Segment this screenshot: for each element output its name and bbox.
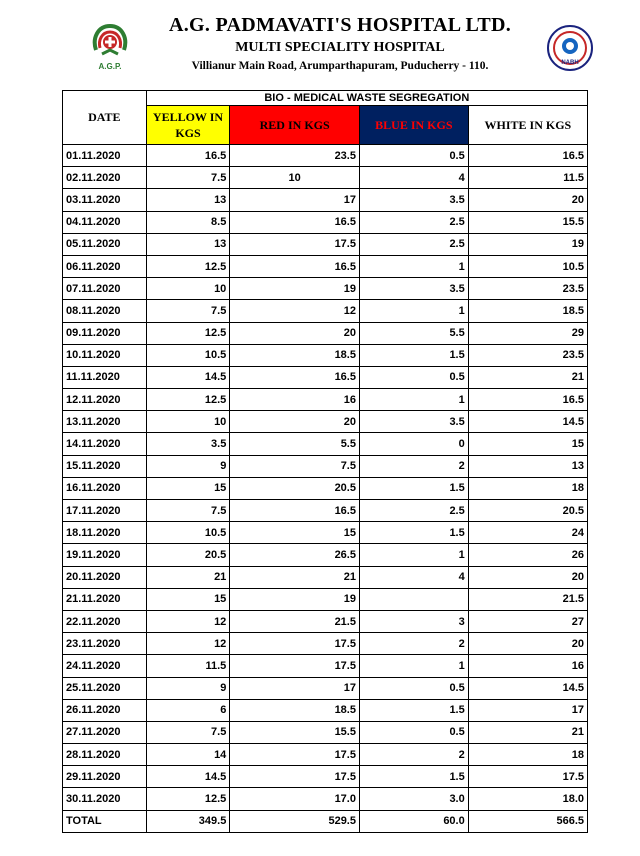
white-cell: 20.5 xyxy=(468,500,587,522)
blue-cell: 3 xyxy=(359,610,468,632)
yellow-cell: 10 xyxy=(146,278,230,300)
red-cell: 12 xyxy=(230,300,360,322)
table-row xyxy=(63,300,588,322)
white-cell: 14.5 xyxy=(468,411,587,433)
yellow-cell: 12.5 xyxy=(146,255,230,277)
table-row xyxy=(63,322,588,344)
date-cell: 29.11.2020 xyxy=(63,766,147,788)
table-body xyxy=(63,145,588,811)
red-cell: 16.5 xyxy=(230,255,360,277)
logo-text: A.G.P. xyxy=(98,62,122,71)
yellow-cell: 6 xyxy=(146,699,230,721)
white-cell: 23.5 xyxy=(468,344,587,366)
table-row xyxy=(63,633,588,655)
blue-cell: 4 xyxy=(359,566,468,588)
table-row xyxy=(63,721,588,743)
yellow-cell: 15 xyxy=(146,588,230,610)
date-cell: 11.11.2020 xyxy=(63,366,147,388)
date-cell: 04.11.2020 xyxy=(63,211,147,233)
table-row xyxy=(63,677,588,699)
table-row xyxy=(63,411,588,433)
yellow-cell: 10.5 xyxy=(146,522,230,544)
blue-cell: 2 xyxy=(359,633,468,655)
white-cell: 10.5 xyxy=(468,255,587,277)
yellow-cell: 7.5 xyxy=(146,300,230,322)
blue-cell: 1 xyxy=(359,255,468,277)
white-cell: 18 xyxy=(468,744,587,766)
yellow-cell: 9 xyxy=(146,455,230,477)
blue-cell: 0.5 xyxy=(359,721,468,743)
yellow-cell: 15 xyxy=(146,477,230,499)
blue-cell: 1 xyxy=(359,300,468,322)
yellow-cell: 13 xyxy=(146,189,230,211)
blue-header: BLUE IN KGS xyxy=(359,106,468,145)
blue-cell: 1.5 xyxy=(359,344,468,366)
red-cell: 21 xyxy=(230,566,360,588)
table-row xyxy=(63,655,588,677)
blue-cell: 2 xyxy=(359,744,468,766)
blue-cell: 4 xyxy=(359,167,468,189)
blue-cell: 1.5 xyxy=(359,522,468,544)
date-cell: 20.11.2020 xyxy=(63,566,147,588)
white-cell: 18.0 xyxy=(468,788,587,810)
yellow-cell: 7.5 xyxy=(146,167,230,189)
table-row xyxy=(63,233,588,255)
table-row xyxy=(63,189,588,211)
yellow-cell: 14.5 xyxy=(146,366,230,388)
date-cell: 10.11.2020 xyxy=(63,344,147,366)
date-cell: 18.11.2020 xyxy=(63,522,147,544)
hospital-name: A.G. PADMAVATI'S HOSPITAL LTD. xyxy=(168,14,512,36)
white-cell: 20 xyxy=(468,633,587,655)
yellow-cell: 14.5 xyxy=(146,766,230,788)
hospital-logo-icon xyxy=(88,20,132,72)
table-row xyxy=(63,610,588,632)
date-cell: 08.11.2020 xyxy=(63,300,147,322)
blue-cell: 1.5 xyxy=(359,766,468,788)
yellow-header: YELLOW IN KGS xyxy=(146,106,230,145)
total-label: TOTAL xyxy=(63,810,147,832)
blue-cell: 5.5 xyxy=(359,322,468,344)
date-cell: 13.11.2020 xyxy=(63,411,147,433)
white-cell: 15.5 xyxy=(468,211,587,233)
white-cell: 21 xyxy=(468,366,587,388)
table-row xyxy=(63,699,588,721)
nabh-badge-icon xyxy=(546,24,594,72)
table-row xyxy=(63,744,588,766)
date-cell: 03.11.2020 xyxy=(63,189,147,211)
white-cell: 21.5 xyxy=(468,588,587,610)
hospital-address: Villianur Main Road, Arumparthapuram, Puducherry - 110. xyxy=(191,60,489,72)
white-cell: 11.5 xyxy=(468,167,587,189)
letterhead xyxy=(0,0,640,90)
white-header: WHITE IN KGS xyxy=(468,106,587,145)
red-cell: 16.5 xyxy=(230,211,360,233)
yellow-cell: 20.5 xyxy=(146,544,230,566)
waste-segregation-table xyxy=(62,90,588,833)
date-cell: 23.11.2020 xyxy=(63,633,147,655)
blue-cell: 3.5 xyxy=(359,278,468,300)
blue-cell: 3.5 xyxy=(359,189,468,211)
blue-cell: 2.5 xyxy=(359,500,468,522)
table-title: BIO - MEDICAL WASTE SEGREGATION xyxy=(146,91,587,106)
white-cell: 26 xyxy=(468,544,587,566)
red-cell: 5.5 xyxy=(230,433,360,455)
total-white: 566.5 xyxy=(468,810,587,832)
yellow-cell: 11.5 xyxy=(146,655,230,677)
red-cell: 15 xyxy=(230,522,360,544)
white-cell: 18.5 xyxy=(468,300,587,322)
date-cell: 07.11.2020 xyxy=(63,278,147,300)
yellow-cell: 14 xyxy=(146,744,230,766)
date-cell: 30.11.2020 xyxy=(63,788,147,810)
date-cell: 16.11.2020 xyxy=(63,477,147,499)
red-header: RED IN KGS xyxy=(230,106,360,145)
white-cell: 18 xyxy=(468,477,587,499)
blue-cell: 0.5 xyxy=(359,145,468,167)
table-row xyxy=(63,544,588,566)
date-cell: 27.11.2020 xyxy=(63,721,147,743)
red-cell: 17 xyxy=(230,677,360,699)
red-cell: 15.5 xyxy=(230,721,360,743)
table-row xyxy=(63,167,588,189)
table-row xyxy=(63,588,588,610)
white-cell: 14.5 xyxy=(468,677,587,699)
date-cell: 17.11.2020 xyxy=(63,500,147,522)
white-cell: 19 xyxy=(468,233,587,255)
blue-cell xyxy=(359,588,468,610)
table-row xyxy=(63,145,588,167)
white-cell: 21 xyxy=(468,721,587,743)
table-row xyxy=(63,366,588,388)
red-cell: 17.5 xyxy=(230,766,360,788)
red-cell: 17.5 xyxy=(230,233,360,255)
badge-text: NABH xyxy=(561,60,579,66)
table-row xyxy=(63,278,588,300)
total-row xyxy=(63,810,588,832)
table-row xyxy=(63,522,588,544)
white-cell: 16.5 xyxy=(468,389,587,411)
hospital-subtitle: MULTI SPECIALITY HOSPITAL xyxy=(235,40,445,55)
table-row xyxy=(63,500,588,522)
white-cell: 17.5 xyxy=(468,766,587,788)
red-cell: 19 xyxy=(230,588,360,610)
white-cell: 15 xyxy=(468,433,587,455)
yellow-cell: 7.5 xyxy=(146,721,230,743)
date-cell: 12.11.2020 xyxy=(63,389,147,411)
red-cell: 16 xyxy=(230,389,360,411)
red-cell: 20 xyxy=(230,322,360,344)
date-cell: 06.11.2020 xyxy=(63,255,147,277)
table-row xyxy=(63,211,588,233)
white-cell: 27 xyxy=(468,610,587,632)
blue-cell: 1.5 xyxy=(359,699,468,721)
yellow-cell: 3.5 xyxy=(146,433,230,455)
red-cell: 10 xyxy=(230,167,360,189)
table-row xyxy=(63,477,588,499)
blue-cell: 3.5 xyxy=(359,411,468,433)
white-cell: 20 xyxy=(468,189,587,211)
yellow-cell: 12 xyxy=(146,610,230,632)
white-cell: 17 xyxy=(468,699,587,721)
red-cell: 23.5 xyxy=(230,145,360,167)
date-cell: 26.11.2020 xyxy=(63,699,147,721)
table-row xyxy=(63,455,588,477)
table-row xyxy=(63,766,588,788)
white-cell: 20 xyxy=(468,566,587,588)
date-header: DATE xyxy=(63,91,147,145)
white-cell: 13 xyxy=(468,455,587,477)
red-cell: 16.5 xyxy=(230,500,360,522)
blue-cell: 1.5 xyxy=(359,477,468,499)
blue-cell: 3.0 xyxy=(359,788,468,810)
red-cell: 26.5 xyxy=(230,544,360,566)
red-cell: 20.5 xyxy=(230,477,360,499)
table-row xyxy=(63,344,588,366)
blue-cell: 2.5 xyxy=(359,233,468,255)
blue-cell: 1 xyxy=(359,389,468,411)
date-cell: 25.11.2020 xyxy=(63,677,147,699)
red-cell: 17.5 xyxy=(230,655,360,677)
blue-cell: 0.5 xyxy=(359,366,468,388)
table-row xyxy=(63,566,588,588)
red-cell: 7.5 xyxy=(230,455,360,477)
yellow-cell: 13 xyxy=(146,233,230,255)
yellow-cell: 12.5 xyxy=(146,389,230,411)
date-cell: 19.11.2020 xyxy=(63,544,147,566)
yellow-cell: 9 xyxy=(146,677,230,699)
blue-cell: 1 xyxy=(359,544,468,566)
yellow-cell: 10 xyxy=(146,411,230,433)
red-cell: 17 xyxy=(230,189,360,211)
blue-cell: 2.5 xyxy=(359,211,468,233)
yellow-cell: 8.5 xyxy=(146,211,230,233)
table-row xyxy=(63,389,588,411)
yellow-cell: 7.5 xyxy=(146,500,230,522)
total-red: 529.5 xyxy=(230,810,360,832)
red-cell: 20 xyxy=(230,411,360,433)
yellow-cell: 10.5 xyxy=(146,344,230,366)
date-cell: 14.11.2020 xyxy=(63,433,147,455)
blue-cell: 0.5 xyxy=(359,677,468,699)
white-cell: 29 xyxy=(468,322,587,344)
table-row xyxy=(63,255,588,277)
red-cell: 16.5 xyxy=(230,366,360,388)
red-cell: 21.5 xyxy=(230,610,360,632)
date-cell: 01.11.2020 xyxy=(63,145,147,167)
blue-cell: 0 xyxy=(359,433,468,455)
yellow-cell: 21 xyxy=(146,566,230,588)
red-cell: 17.0 xyxy=(230,788,360,810)
total-blue: 60.0 xyxy=(359,810,468,832)
date-cell: 22.11.2020 xyxy=(63,610,147,632)
table-row xyxy=(63,788,588,810)
table-row xyxy=(63,433,588,455)
total-yellow: 349.5 xyxy=(146,810,230,832)
red-cell: 17.5 xyxy=(230,744,360,766)
yellow-cell: 16.5 xyxy=(146,145,230,167)
red-cell: 18.5 xyxy=(230,699,360,721)
yellow-cell: 12 xyxy=(146,633,230,655)
blue-cell: 1 xyxy=(359,655,468,677)
white-cell: 24 xyxy=(468,522,587,544)
white-cell: 23.5 xyxy=(468,278,587,300)
date-cell: 28.11.2020 xyxy=(63,744,147,766)
blue-cell: 2 xyxy=(359,455,468,477)
date-cell: 15.11.2020 xyxy=(63,455,147,477)
date-cell: 09.11.2020 xyxy=(63,322,147,344)
date-cell: 05.11.2020 xyxy=(63,233,147,255)
red-cell: 17.5 xyxy=(230,633,360,655)
red-cell: 18.5 xyxy=(230,344,360,366)
white-cell: 16 xyxy=(468,655,587,677)
white-cell: 16.5 xyxy=(468,145,587,167)
date-cell: 24.11.2020 xyxy=(63,655,147,677)
yellow-cell: 12.5 xyxy=(146,322,230,344)
date-cell: 21.11.2020 xyxy=(63,588,147,610)
date-cell: 02.11.2020 xyxy=(63,167,147,189)
yellow-cell: 12.5 xyxy=(146,788,230,810)
red-cell: 19 xyxy=(230,278,360,300)
